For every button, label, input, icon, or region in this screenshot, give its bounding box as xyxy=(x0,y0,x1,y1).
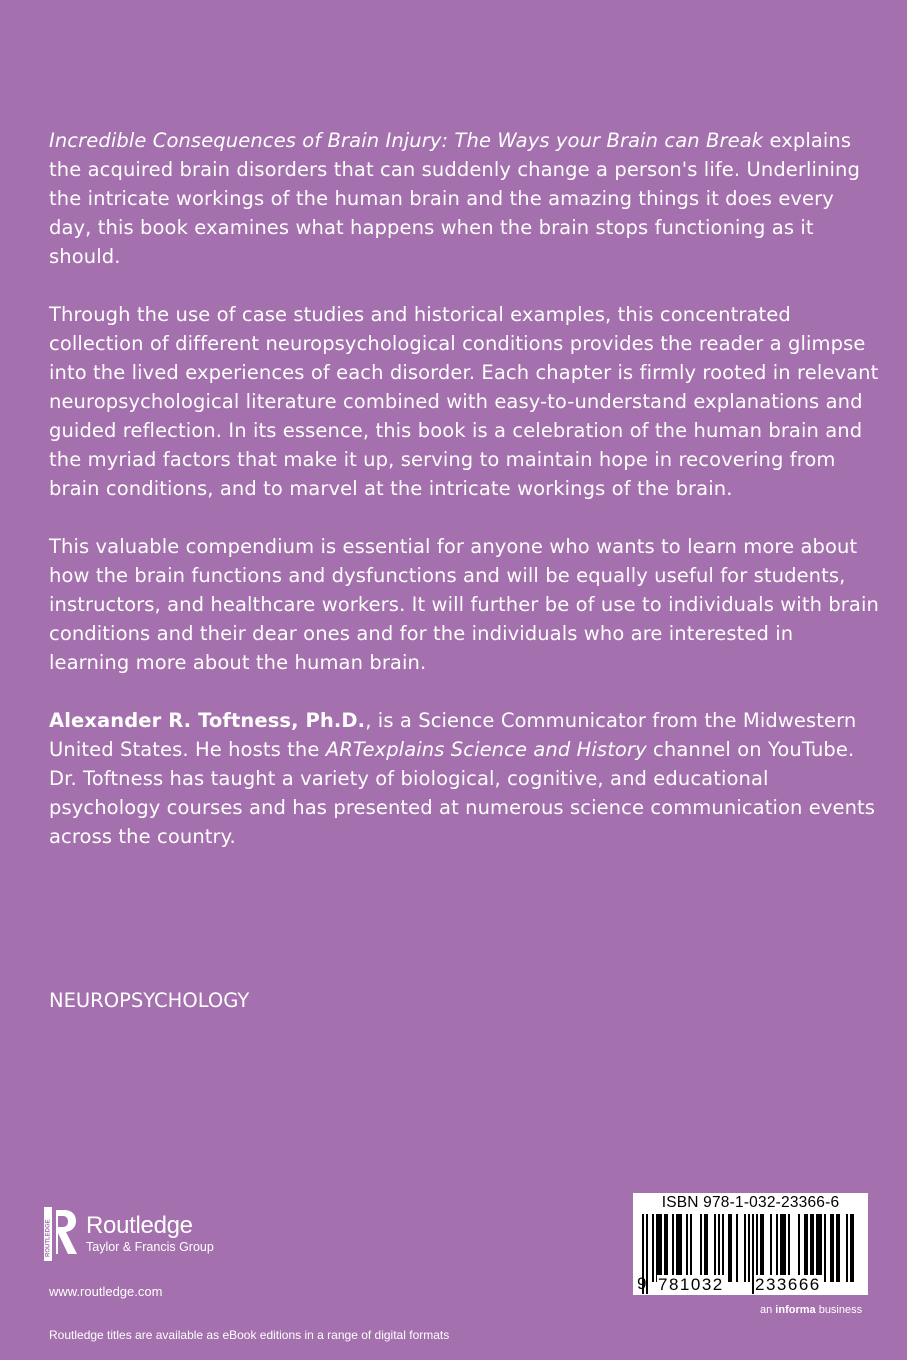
description-paragraph-2: Through the use of case studies and historical examples, this concentrated collection of different neuropsychological conditions provides the reader a glimpse into the lived experiences of each disorder. Each chapter is firmly rooted in relevant neuropsychological literature combined with easy-to-understand explanations and guided reflection. In its essence, this book is a celebration of the human brain and the myriad factors that make it up, serving to maintain hope in recovering from brain conditions, and to marvel at the intricate workings of the brain. xyxy=(49,303,879,500)
description-paragraph-3: This valuable compendium is essential for anyone who wants to learn more about how the brain functions and dysfunctions and will be equally useful for students, instructors, and healthcare workers. It will further be of use to individuals with brain conditions and their dear ones and for the individuals who are interested in learning more about the human brain. xyxy=(49,535,879,674)
publisher-name: Routledge xyxy=(86,1212,193,1239)
barcode-bar xyxy=(780,1214,786,1282)
barcode-bar xyxy=(690,1214,692,1282)
barcode-bar xyxy=(850,1214,854,1282)
author-bio-text: , is a Science Communicator from the Midwestern United States. He hosts the xyxy=(49,709,857,761)
tagline-brand: informa xyxy=(775,1304,816,1316)
channel-name: ARTexplains Science and History xyxy=(325,738,647,761)
barcode-bar xyxy=(652,1214,654,1282)
barcode-bar xyxy=(816,1214,822,1282)
barcode-bar xyxy=(744,1214,746,1282)
barcode-bar xyxy=(788,1214,790,1282)
barcode-bar xyxy=(700,1214,702,1282)
barcode-bar xyxy=(686,1214,688,1282)
barcode-bar xyxy=(836,1214,840,1282)
barcode-bar xyxy=(810,1214,814,1282)
barcode-digits-right: 233666 xyxy=(755,1275,821,1294)
author-name: Alexander R. Toftness, Ph.D. xyxy=(49,709,366,732)
subject-category: NEUROPSYCHOLOGY xyxy=(49,989,250,1012)
barcode-bar xyxy=(776,1214,778,1282)
isbn-label: ISBN 978-1-032-23366-6 xyxy=(661,1194,840,1211)
barcode-digits-left: 781032 xyxy=(658,1275,724,1294)
barcode-bar xyxy=(824,1214,826,1282)
barcode-bar xyxy=(748,1214,750,1282)
barcode-bar xyxy=(672,1214,674,1282)
tagline-prefix: an xyxy=(760,1304,776,1316)
barcode-bar xyxy=(664,1214,668,1282)
barcode-bar xyxy=(770,1214,772,1282)
barcode-bar xyxy=(722,1214,724,1282)
publisher-website: www.routledge.com xyxy=(49,1284,163,1299)
barcode-bar xyxy=(704,1214,708,1282)
description-paragraph-1 xyxy=(49,126,879,271)
barcode-bar xyxy=(736,1214,738,1282)
barcode-bar xyxy=(714,1214,716,1282)
author-bio xyxy=(49,706,879,851)
barcode-bar xyxy=(798,1214,800,1282)
barcode-bar xyxy=(804,1214,808,1282)
description-text: explains the acquired brain disorders that can suddenly change a person's life. Underlining the intricate workings of the human brain and the amazing things it does every day, this book examines what happens when the brain stops functioning as it should. xyxy=(49,129,860,268)
barcode-bar xyxy=(846,1214,848,1282)
barcode-bar xyxy=(830,1214,834,1282)
logo-vertical-text: ROUTLEDGE xyxy=(45,1219,52,1257)
book-description xyxy=(49,126,879,880)
barcode-bar xyxy=(728,1214,732,1282)
publisher-group: Taylor & Francis Group xyxy=(86,1240,214,1254)
book-title: Incredible Consequences of Brain Injury: The Ways your Brain can Break xyxy=(49,129,764,152)
barcode-bar xyxy=(656,1214,662,1282)
publisher-logo xyxy=(44,1207,214,1261)
ebook-note: Routledge titles are available as eBook editions in a range of digital formats xyxy=(49,1328,450,1342)
barcode-bar xyxy=(760,1214,764,1282)
barcode-bar xyxy=(718,1214,720,1282)
barcode-digit-first: 9 xyxy=(637,1274,647,1293)
informa-tagline xyxy=(760,1304,862,1316)
author-bio-text-2: channel on YouTube. Dr. Toftness has taught a variety of biological, cognitive, and educational psychology courses and has presented at numerous science communication events across the country. xyxy=(49,738,876,848)
isbn-barcode xyxy=(633,1193,868,1295)
barcode-bar xyxy=(676,1214,682,1282)
routledge-r-logo-icon xyxy=(44,1207,78,1261)
tagline-suffix: business xyxy=(815,1304,863,1316)
